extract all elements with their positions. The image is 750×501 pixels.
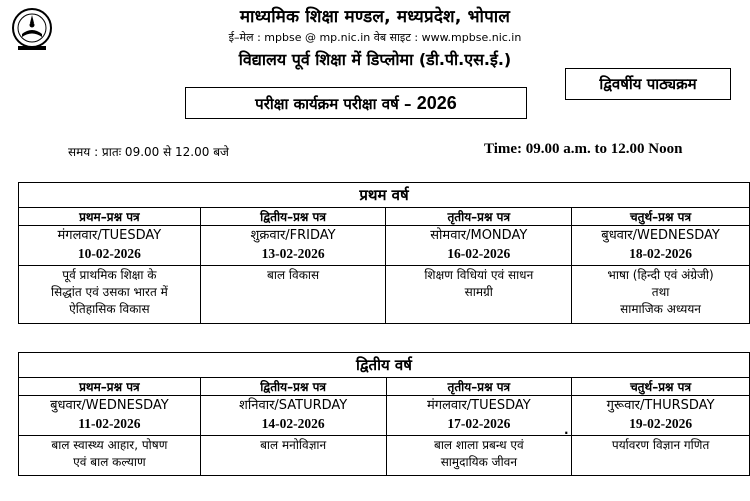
paper-header: तृतीय–प्रश्न पत्र <box>386 378 572 396</box>
exam-day: गुरूवार/THURSDAY <box>606 398 715 413</box>
paper-header: द्वितीय–प्रश्न पत्र <box>200 208 386 226</box>
paper-header: द्वितीय–प्रश्न पत्र <box>200 378 386 396</box>
subject-line: सिद्धांत एवं उसका भारत में <box>50 285 168 299</box>
paper-header: तृतीय–प्रश्न पत्र <box>386 208 572 226</box>
stray-dot: . <box>564 423 569 437</box>
exam-date: 14-02-2026 <box>261 416 325 431</box>
exam-day-cell <box>19 226 201 266</box>
subject-cell <box>386 266 572 324</box>
subject-line: बाल शाला प्रबन्ध एवं <box>433 438 524 452</box>
subject-line: पर्यावरण विज्ञान गणित <box>611 438 710 452</box>
subject-line: बाल मनोविज्ञान <box>260 438 327 452</box>
timing-english: Time: 09.00 a.m. to 12.00 Noon <box>484 141 683 157</box>
subject-line: पूर्व प्राथमिक शिक्षा के <box>62 268 157 282</box>
subject-cell <box>19 436 201 476</box>
subject-cell <box>572 266 750 324</box>
subject-line: शिक्षण विधियां एवं साधन <box>424 268 534 282</box>
exam-date: 16-02-2026 <box>447 246 511 261</box>
paper-header: प्रथम–प्रश्न पत्र <box>19 208 201 226</box>
exam-day-cell <box>386 226 572 266</box>
second-year-table <box>18 352 750 476</box>
subject-line: तथा <box>651 285 670 299</box>
subject-line: भाषा (हिन्दी एवं अंग्रेजी) <box>607 268 714 282</box>
exam-date: 11-02-2026 <box>78 416 141 431</box>
exam-year-box <box>185 87 527 119</box>
paper-header: चतुर्थ–प्रश्न पत्र <box>572 208 750 226</box>
subject-line: ऐतिहासिक विकास <box>69 302 150 316</box>
exam-day: बुधवार/WEDNESDAY <box>601 228 720 243</box>
contact-line: ई–मेल : mpbse @ mp.nic.in वेब साइट : www.mpbse.nic.in <box>228 31 522 44</box>
subject-line: सामाजिक अध्ययन <box>620 302 701 316</box>
exam-day: मंगलवार/TUESDAY <box>426 398 531 413</box>
exam-year: 2026 <box>416 93 457 113</box>
timing-hindi: समय : प्रातः 09.00 से 12.00 बजे <box>68 145 229 159</box>
exam-label: परीक्षा कार्यक्रम परीक्षा वर्ष – <box>255 95 412 113</box>
exam-day: सोमवार/MONDAY <box>430 228 528 243</box>
exam-day-cell <box>200 226 386 266</box>
subject-cell <box>19 266 201 324</box>
year-title: प्रथम वर्ष <box>19 183 750 208</box>
course-type-box: द्विवर्षीय पाठ्यक्रम <box>565 68 731 100</box>
paper-header: चतुर्थ–प्रश्न पत्र <box>572 378 750 396</box>
exam-day: बुधवार/WEDNESDAY <box>50 398 169 413</box>
exam-day: मंगलवार/TUESDAY <box>57 228 162 243</box>
subject-line: बाल विकास <box>267 268 320 282</box>
exam-date: 19-02-2026 <box>629 416 693 431</box>
subject-line: सामग्री <box>464 285 493 299</box>
subject-cell <box>386 436 572 476</box>
exam-day-cell <box>572 226 750 266</box>
exam-day-cell <box>200 396 386 436</box>
subject-line: एवं बाल कल्याण <box>73 455 146 469</box>
subject-cell <box>200 266 386 324</box>
exam-day: शुक्रवार/FRIDAY <box>250 228 336 243</box>
board-name: माध्यमिक शिक्षा मण्डल, मध्यप्रदेश, भोपाल <box>239 7 511 27</box>
year-title: द्वितीय वर्ष <box>19 353 750 378</box>
first-year-table <box>18 182 750 324</box>
subject-line: सामुदायिक जीवन <box>440 455 518 469</box>
exam-date: 18-02-2026 <box>629 246 693 261</box>
exam-date: 13-02-2026 <box>261 246 325 261</box>
subject-cell <box>572 436 750 476</box>
exam-day-cell <box>19 396 201 436</box>
paper-header: प्रथम–प्रश्न पत्र <box>19 378 201 396</box>
exam-date: 17-02-2026 <box>447 416 511 431</box>
exam-date: 10-02-2026 <box>77 246 141 261</box>
course-title: विद्यालय पूर्व शिक्षा में डिप्लोमा (डी.पी.एस.ई.) <box>238 50 512 69</box>
subject-cell <box>200 436 386 476</box>
subject-line: बाल स्वास्थ्य आहार, पोषण <box>51 438 168 452</box>
exam-day-cell <box>386 396 572 436</box>
exam-day: शनिवार/SATURDAY <box>239 398 348 413</box>
exam-day-cell <box>572 396 750 436</box>
